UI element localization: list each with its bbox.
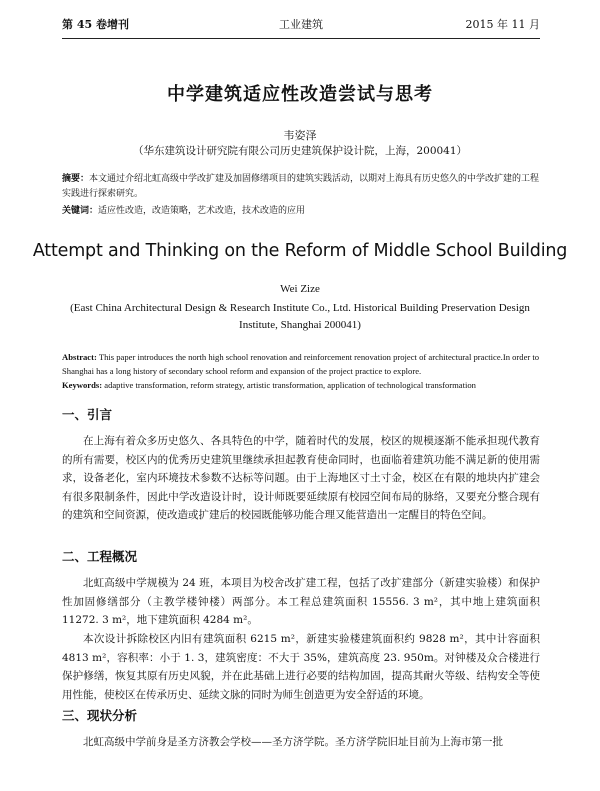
body-paragraph: 北虹高级中学规模为 24 班，本项目为校舍改扩建工程，包括了改扩建部分（新建实验楼）和保护性加固修缮部分（主教学楼钟楼）两部分。本工程总建筑面积 15556. 3 m²，其中地上建筑面积 11272. 3 m²，地下建筑面积 4284 m²。 (62, 577, 540, 626)
section-heading-status-analysis: 三、现状分析 (62, 708, 138, 723)
running-header (62, 17, 540, 39)
journal-volume: 第 45 卷增刊 (62, 18, 129, 31)
chinese-author: 韦姿泽 (283, 129, 317, 142)
body-paragraph: 在上海有着众多历史悠久、各具特色的中学，随着时代的发展，校区的规模逐渐不能承担现代教育的所有需要，校区内的优秀历史建筑里继续承担起教育使命同时，也面临着建筑功能不满足新的使用需求，设备老化，室内环境技术参数不达标等问题。由于上海地区寸土寸金，校区在有限的地块内扩建会有很多限制条件，因此中学改造设计时，设计师既要延续原有校园空间布局的脉络，又要充分整合现有的建筑和空间资源，使改造或扩建后的校园既能够功能合理又能营造出一定醒目的特色空间。 (62, 435, 540, 521)
english-keywords (62, 378, 540, 392)
english-title: Attempt and Thinking on the Reform of Middle School Building (32, 241, 568, 261)
chinese-abstract-label: 摘要： (62, 174, 90, 184)
chinese-affiliation: （华东建筑设计研究院有限公司历史建筑保护设计院，上海，200041） (132, 145, 468, 157)
english-abstract-text: This paper introduces the north high school renovation and reinforcement renovation project of architectural practice.In order to Shanghai has a long history of secondary school reform and expansion of the project practice to explore. (62, 352, 540, 376)
chinese-keywords-label: 关键词： (62, 206, 99, 216)
english-author: Wei Zize (280, 283, 320, 295)
english-affiliation: (East China Architectural Design & Research Institute Co., Ltd. Historical Building Preservation Design Institute, Shanghai 200041) (70, 302, 530, 331)
english-abstract (62, 350, 540, 378)
chinese-abstract-text: 本文通过介绍北虹高级中学改扩建及加固修缮项目的建筑实践活动，以期对上海具有历史悠久的中学改扩建的工程实践进行探索研究。 (62, 174, 540, 199)
section-heading-project-overview: 二、工程概况 (62, 549, 138, 564)
chinese-keywords-text: 适应性改造，改造策略，艺术改造，技术改造的应用 (98, 206, 306, 216)
chinese-title: 中学建筑适应性改造尝试与思考 (167, 84, 433, 105)
issue-date: 2015 年 11 月 (465, 18, 540, 31)
section-heading-introduction: 一、引言 (62, 407, 113, 422)
header-divider (62, 38, 540, 39)
body-paragraph: 本次设计拆除校区内旧有建筑面积 6215 m²，新建实验楼建筑面积约 9828 m²，其中计容面积 4813 m²，容积率：小于 1. 3，建筑密度：不大于 35%，建筑高度 23. 950m。对钟楼及众合楼进行保护修缮，恢复其原有历史风貌，并在此基础上进行必要的结构加固，提高其耐火等级、结构安全等使用性能，使校区在传承历史、延续文脉的同时为师生创造更为安全舒适的环境。 (62, 633, 540, 701)
body-paragraph: 北虹高级中学前身是圣方济教会学校——圣方济学院。圣方济学院旧址目前为上海市第一批 (83, 736, 503, 748)
english-keywords-text: adaptive transformation, reform strategy, artistic transformation, application of technological transformation (102, 380, 476, 390)
chinese-abstract (62, 172, 540, 202)
english-abstract-label: Abstract: (62, 352, 97, 362)
english-keywords-label: Keywords: (62, 380, 103, 390)
chinese-keywords (62, 204, 540, 219)
journal-name: 工业建筑 (279, 18, 323, 31)
